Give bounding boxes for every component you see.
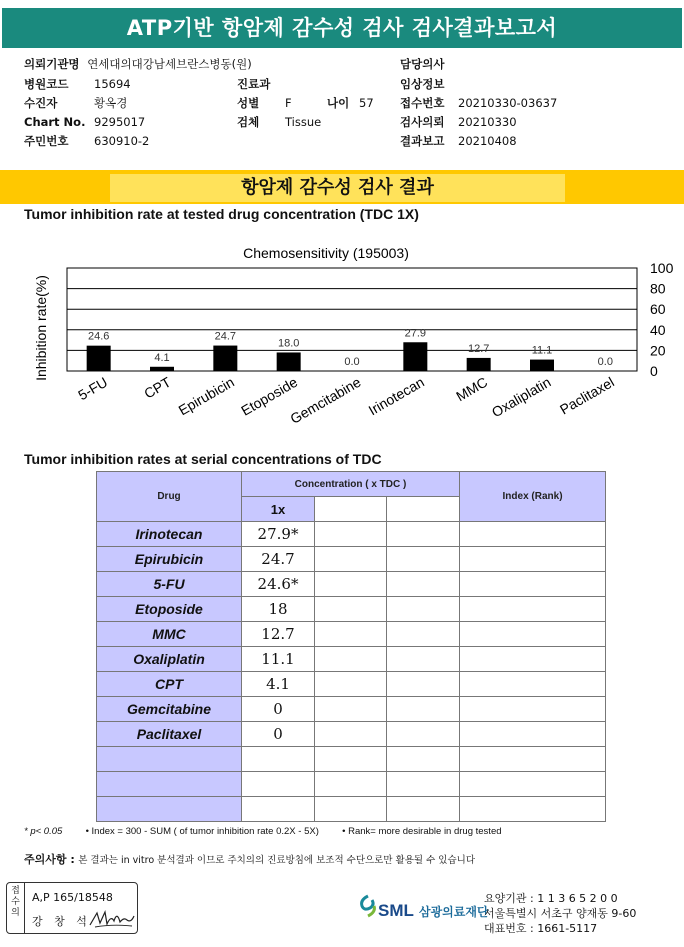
empty-cell — [315, 547, 387, 572]
report-value: 20210408 — [458, 134, 517, 148]
sex-label: 성별 — [237, 96, 260, 110]
bar — [403, 342, 427, 371]
empty-cell — [387, 547, 460, 572]
department-label: 진료과 — [237, 77, 271, 91]
drug-name-cell: Etoposide — [97, 597, 242, 622]
y-tick-label: 40 — [650, 321, 666, 338]
empty-cell — [387, 622, 460, 647]
index-rank-cell — [460, 797, 606, 822]
stamp-side-label: 접수의 — [7, 883, 25, 933]
empty-cell — [315, 797, 387, 822]
result-title: 항암제 감수성 검사 결과 — [110, 174, 565, 202]
chart-x-labels — [75, 374, 617, 427]
recipient-row — [24, 96, 127, 111]
x-tick-label: MMC — [453, 373, 491, 405]
index-rank-cell — [460, 722, 606, 747]
ap-number: A,P 165/18548 — [32, 891, 113, 904]
bar-value-label: 0.0 — [597, 356, 613, 368]
p-value-note: * p< 0.05 — [24, 826, 63, 837]
sml-logo-icon — [358, 894, 378, 918]
department-row — [237, 77, 270, 92]
bar-value-label: 12.7 — [467, 342, 490, 355]
resident-no-row — [24, 134, 149, 149]
drug-name-cell: 5-FU — [97, 572, 242, 597]
specimen-label: 검체 — [237, 115, 260, 129]
bar — [87, 346, 111, 371]
table-row — [97, 597, 606, 622]
empty-cell — [315, 522, 387, 547]
bar — [530, 360, 554, 371]
table-row — [97, 697, 606, 722]
chart-no-label: Chart No. — [24, 115, 86, 129]
index-rank-cell — [460, 672, 606, 697]
index-header: Index (Rank) — [460, 472, 606, 522]
empty-cell — [315, 697, 387, 722]
result-band — [0, 170, 684, 204]
concentration-empty-header — [387, 497, 460, 522]
index-rank-cell — [460, 547, 606, 572]
empty-cell — [315, 672, 387, 697]
empty-cell — [387, 597, 460, 622]
rate-1x-cell: 12.7 — [242, 622, 315, 647]
rate-1x-cell: 18 — [242, 597, 315, 622]
x-tick-label: Irinotecan — [365, 373, 427, 419]
hospital-code-label: 병원코드 — [24, 77, 69, 91]
report-title: ATP기반 항암제 감수성 검사 검사결과보고서 — [2, 8, 682, 48]
empty-cell — [315, 772, 387, 797]
index-rank-cell — [460, 772, 606, 797]
bar-value-label: 24.7 — [214, 330, 237, 343]
request-row — [400, 115, 517, 130]
concentration-empty-header — [315, 497, 387, 522]
drug-name-cell — [97, 797, 242, 822]
doctor-row — [400, 57, 444, 72]
sex-value: F — [285, 96, 292, 110]
bar-value-label: 4.1 — [154, 351, 170, 364]
foundation-name: 삼광의료재단 — [419, 905, 489, 919]
empty-cell — [387, 647, 460, 672]
section2-title: Tumor inhibition rates at serial concentrations of TDC — [24, 451, 382, 467]
table-row — [97, 522, 606, 547]
table-row — [97, 547, 606, 572]
rate-1x-cell — [242, 797, 315, 822]
hospital-code-value: 15694 — [94, 77, 131, 91]
index-note: • Index = 300 - SUM ( of tumor inhibition rate 0.2X - 5X) — [85, 826, 319, 837]
bar — [213, 346, 237, 371]
caution-text: 본 결과는 in vitro 분석결과 이므로 주치의의 진료방침에 보조적 수단으로만 활용될 수 있습니다 — [78, 855, 476, 866]
index-rank-cell — [460, 647, 606, 672]
rate-1x-cell — [242, 772, 315, 797]
report-header — [0, 0, 684, 57]
drug-header: Drug — [97, 472, 242, 522]
hospital-code-row — [24, 77, 131, 92]
bar — [467, 358, 491, 371]
index-rank-cell — [460, 697, 606, 722]
index-rank-cell — [460, 597, 606, 622]
request-value: 20210330 — [458, 115, 517, 129]
rate-1x-cell — [242, 747, 315, 772]
table-row — [97, 622, 606, 647]
clinical-info-label: 임상정보 — [400, 77, 445, 91]
empty-cell — [315, 572, 387, 597]
phone: 대표번호 : 1661-5117 — [484, 922, 598, 935]
resident-no-value: 630910-2 — [94, 134, 150, 148]
index-rank-cell — [460, 747, 606, 772]
concentration-header: Concentration ( x TDC ) — [242, 472, 460, 497]
rate-1x-cell: 4.1 — [242, 672, 315, 697]
table-row — [97, 772, 606, 797]
rate-1x-cell: 24.7 — [242, 547, 315, 572]
chart-y-labels — [650, 260, 674, 379]
drug-name-cell: Irinotecan — [97, 522, 242, 547]
institution-row — [24, 57, 252, 72]
chemosensitivity-chart — [0, 236, 684, 446]
x-tick-label: Oxaliplatin — [488, 373, 554, 421]
chart-title: Chemosensitivity (195003) — [243, 245, 409, 261]
drug-name-cell: Gemcitabine — [97, 697, 242, 722]
accession-label: 접수번호 — [400, 96, 445, 110]
empty-cell — [387, 797, 460, 822]
chart-no-row — [24, 115, 145, 130]
table-row — [97, 797, 606, 822]
empty-cell — [387, 572, 460, 597]
specimen-value: Tissue — [285, 115, 322, 129]
concentration-1x-header: 1x — [242, 497, 315, 522]
signature-image — [87, 907, 137, 931]
empty-cell — [315, 622, 387, 647]
empty-cell — [387, 747, 460, 772]
drug-name-cell: Epirubicin — [97, 547, 242, 572]
empty-cell — [315, 597, 387, 622]
rate-1x-cell: 27.9* — [242, 522, 315, 547]
bar-value-label: 27.9 — [404, 327, 427, 340]
bar-value-label: 24.6 — [87, 330, 110, 343]
institution-label: 의뢰기관명 — [24, 57, 80, 71]
y-tick-label: 0 — [650, 363, 658, 379]
report-date-row — [400, 134, 517, 149]
bar-value-label: 0.0 — [344, 356, 360, 368]
drug-name-cell: Oxaliplatin — [97, 647, 242, 672]
empty-cell — [315, 747, 387, 772]
x-tick-label: 5-FU — [75, 373, 111, 404]
y-tick-label: 100 — [650, 260, 674, 276]
table-row — [97, 647, 606, 672]
drug-name-cell: Paclitaxel — [97, 722, 242, 747]
empty-cell — [387, 722, 460, 747]
signature-box — [6, 882, 138, 934]
institution-code: 요양기관 : 1 1 3 6 5 2 0 0 — [484, 892, 618, 905]
rate-1x-cell: 24.6* — [242, 572, 315, 597]
signer-name: 강 창 석 — [32, 915, 91, 928]
y-axis-label: Inhibition rate(%) — [33, 275, 49, 381]
bar-value-label: 18.0 — [277, 337, 300, 350]
empty-cell — [315, 722, 387, 747]
drug-name-cell — [97, 772, 242, 797]
table-row — [97, 747, 606, 772]
x-tick-label: Paclitaxel — [556, 373, 617, 418]
rate-1x-cell: 0 — [242, 722, 315, 747]
recipient-value: 황옥경 — [94, 96, 128, 110]
report-label: 결과보고 — [400, 134, 445, 148]
empty-cell — [387, 697, 460, 722]
x-tick-label: Epirubicin — [175, 373, 237, 419]
x-tick-label: Etoposide — [238, 373, 301, 419]
caution-label: 주의사항 : — [24, 853, 75, 866]
empty-cell — [387, 772, 460, 797]
x-tick-label: Gemcitabine — [287, 373, 364, 427]
rate-1x-cell: 0 — [242, 697, 315, 722]
age-value: 57 — [359, 96, 374, 110]
index-rank-cell — [460, 572, 606, 597]
drug-name-cell — [97, 747, 242, 772]
rate-1x-cell: 11.1 — [242, 647, 315, 672]
table-row — [97, 572, 606, 597]
table-row — [97, 672, 606, 697]
request-label: 검사의뢰 — [400, 115, 445, 129]
specimen-row — [237, 115, 321, 130]
bar — [277, 352, 301, 371]
chart-no-value: 9295017 — [94, 115, 146, 129]
y-tick-label: 20 — [650, 342, 666, 359]
caution-note — [24, 851, 475, 867]
bar-value-label: 11.1 — [531, 344, 553, 357]
logo-text: SML — [378, 901, 414, 920]
y-tick-label: 80 — [650, 280, 666, 297]
drug-name-cell: CPT — [97, 672, 242, 697]
sex-age-row — [237, 96, 374, 111]
index-rank-cell — [460, 622, 606, 647]
footnote — [24, 826, 502, 837]
age-label: 나이 — [327, 96, 350, 110]
empty-cell — [315, 647, 387, 672]
bar — [150, 367, 174, 371]
empty-cell — [387, 522, 460, 547]
y-tick-label: 60 — [650, 301, 666, 318]
section1-title: Tumor inhibition rate at tested drug concentration (TDC 1X) — [24, 206, 419, 222]
accession-value: 20210330-03637 — [458, 96, 558, 110]
institution-value: 연세대의대강남세브란스병동(원) — [87, 57, 252, 71]
address: 서울특별시 서초구 양재동 9-60 — [484, 907, 637, 920]
results-table — [96, 471, 606, 822]
table-row — [97, 722, 606, 747]
index-rank-cell — [460, 522, 606, 547]
resident-no-label: 주민번호 — [24, 134, 69, 148]
x-tick-label: CPT — [141, 373, 174, 402]
recipient-label: 수진자 — [24, 96, 58, 110]
clinical-info-row — [400, 77, 444, 92]
drug-name-cell: MMC — [97, 622, 242, 647]
rank-note: • Rank= more desirable in drug tested — [342, 826, 502, 837]
accession-row — [400, 96, 557, 111]
empty-cell — [387, 672, 460, 697]
doctor-label: 담당의사 — [400, 57, 445, 71]
